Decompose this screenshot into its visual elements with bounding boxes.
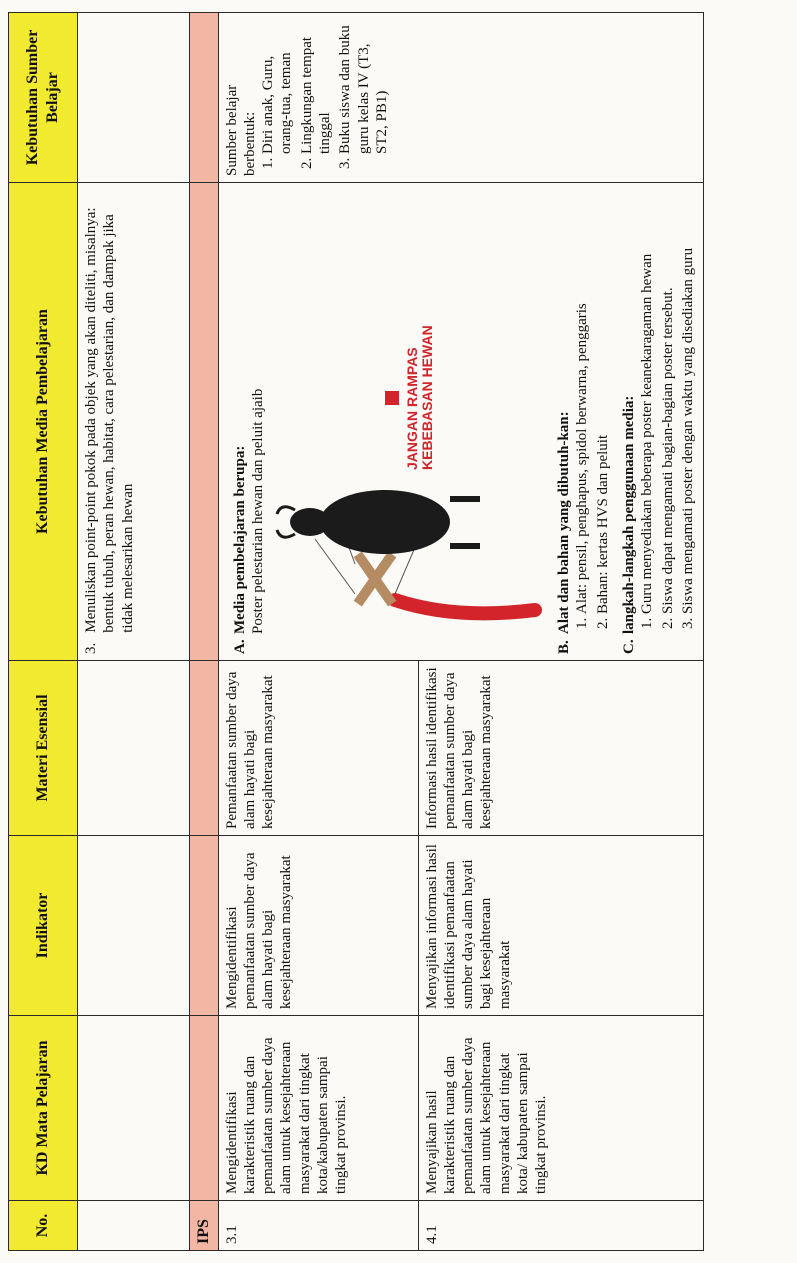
- header-sumber: Kebutuhan Sumber Belajar: [9, 13, 78, 183]
- bull-puppet-illustration: [275, 484, 545, 634]
- sumber-item: 2. Lingkungan tempat tinggal: [298, 19, 335, 154]
- header-media: Kebutuhan Media Pembelajaran: [9, 183, 78, 661]
- poster-image: [275, 189, 545, 634]
- header-row: [9, 13, 78, 1251]
- carry-item-text: Menuliskan point-point pokok pada objek yang akan diteliti, misalnya: bentuk tubuh, peran hewan, habitat, cara pelestarian, dan dampak jika tidak melesarikan hewan: [83, 207, 136, 633]
- media-a-title: Media pembelajaran berupa:: [231, 445, 248, 634]
- header-materi: Materi Esensial: [9, 661, 78, 836]
- section-row-ips: [190, 13, 219, 1251]
- sumber-cell: [218, 13, 704, 183]
- header-kd: KD Mata Pelajaran: [9, 1016, 78, 1201]
- media-b-key: B.: [556, 640, 573, 654]
- header-no: No.: [9, 1201, 78, 1251]
- poster-logo-icon: [385, 391, 399, 405]
- media-cell: [218, 183, 704, 661]
- materi-cell: Informasi hasil identifikasi pemanfaatan sumber daya alam hayati bagi kesejahteraan masyarakat: [418, 661, 704, 836]
- media-b-title: Alat dan bahan yang dibutuh-kan:: [556, 411, 573, 634]
- media-a-key: A.: [231, 639, 248, 654]
- media-c-item: 1. Guru menyediakan beberapa poster keanekaragaman hewan: [638, 189, 656, 614]
- header-indikator: Indikator: [9, 836, 78, 1016]
- section-label: IPS: [190, 1201, 219, 1251]
- sumber-intro: Sumber belajar berbentuk:: [223, 84, 258, 176]
- media-c-item: 2. Siswa dapat mengamati bagian-bagian poster tersebut.: [659, 189, 677, 614]
- media-b-item: 1. Alat: pensil, penghapus, spidol berwarna, penggaris: [573, 189, 591, 614]
- media-c-item: 3. Siswa mengamati poster dengan waktu yang disediakan guru: [679, 189, 697, 614]
- poster-title-line1: JANGAN RAMPAS: [403, 347, 420, 470]
- materi-cell: Pemanfaatan sumber daya alam hayati bagi kesejahteraan masyarakat: [218, 661, 418, 836]
- row-3-1: [218, 13, 418, 1251]
- media-a-text: Poster pelestarian hewan dan peluit ajaib: [249, 388, 266, 634]
- lesson-plan-table: [8, 12, 704, 1251]
- media-b-item: 2. Bahan: kertas HVS dan peluit: [594, 189, 612, 614]
- row-no: 4.1: [418, 1201, 704, 1251]
- media-c-key: C.: [621, 639, 637, 654]
- kd-cell: Mengidentifikasi karakteristik ruang dan pemanfaatan sumber daya alam untuk kesejahteraan masyarakat dari tingkat kota/kabupaten sampai tingkat provinsi.: [218, 1016, 418, 1201]
- sumber-item: 3. Buku siswa dan buku guru kelas IV (T3, ST2, PB1): [336, 19, 391, 154]
- indikator-cell: Mengidentifikasi pemanfaatan sumber daya alam hayati bagi kesejahteraan masyarakat: [218, 836, 418, 1016]
- indikator-cell: Menyajikan informasi hasil identifikasi pemanfaatan sumber daya alam hayati bagi kesejahteraan masyarakat: [418, 836, 704, 1016]
- row-no: 3.1: [218, 1201, 418, 1251]
- carry-row: [78, 13, 190, 1251]
- sumber-item: 1. Diri anak, Guru, orang-tua, teman: [259, 19, 296, 154]
- carry-item-no: 3.: [83, 642, 99, 654]
- kd-cell: Menyajikan hasil karakteristik ruang dan pemanfaatan sumber daya alam untuk kesejahteraan masyarakat dari tingkat kota/ kabupaten sampai tingkat provinsi.: [418, 1016, 704, 1201]
- poster-title-line2: KEBEBASAN HEWAN: [419, 325, 436, 470]
- media-c-title: langkah-langkah penggunaan media:: [621, 395, 637, 634]
